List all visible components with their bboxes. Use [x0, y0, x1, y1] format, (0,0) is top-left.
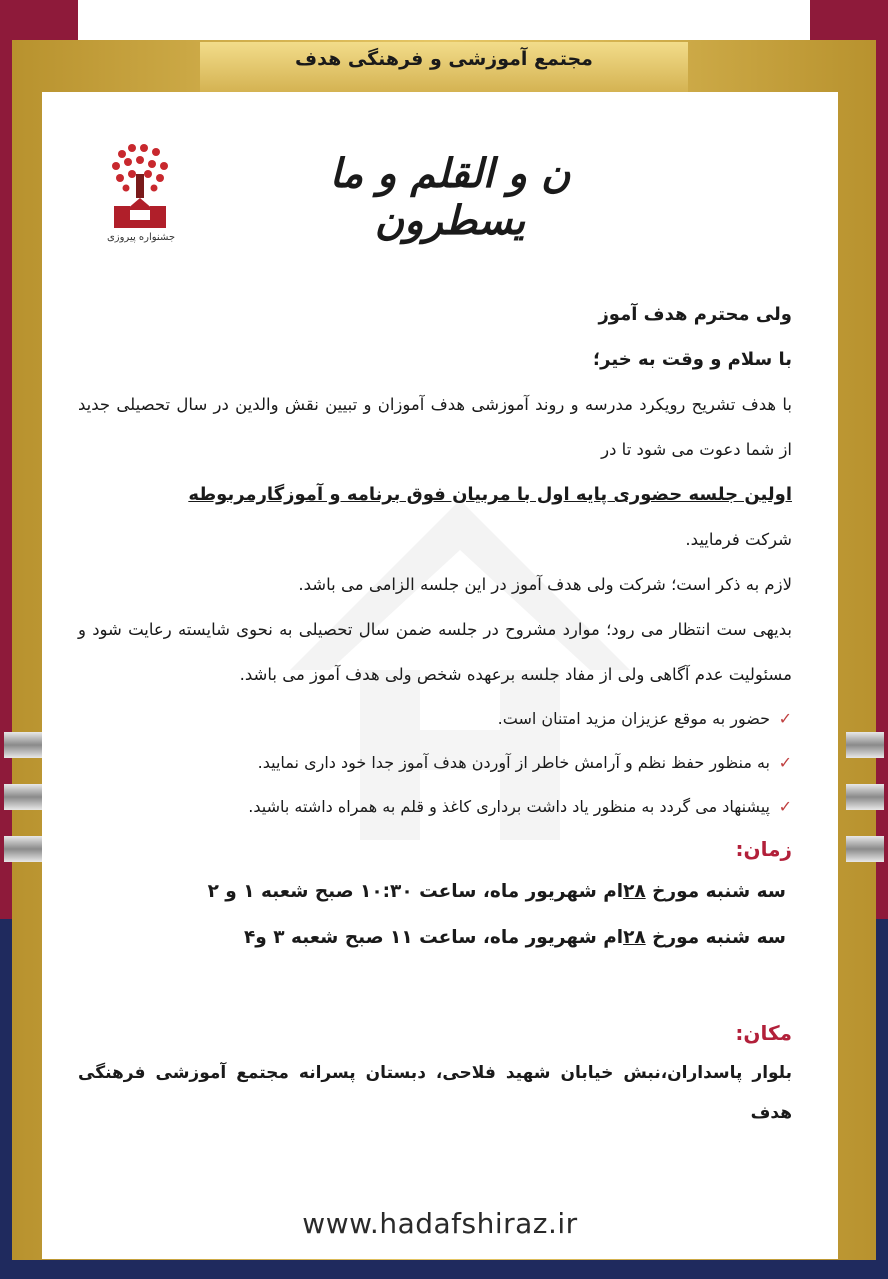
checkmark-icon: ✓: [778, 753, 792, 772]
paragraph-invitation-end: شرکت فرمایید.: [685, 530, 792, 549]
greeting-line-2: با سلام و وقت به خیر؛: [592, 349, 792, 370]
website-link[interactable]: www.hadafshiraz.ir: [302, 1207, 578, 1240]
letter-content: [78, 292, 792, 1133]
time-slot-2: سه شنبه مورخ ۲۸ام شهریور ماه، ساعت ۱۱ صبح شعبه ۳ و۴: [243, 927, 786, 948]
place-address: بلوار پاسداران،نبش خیابان شهید فلاحی، دبستان پسرانه مجتمع آموزشی فرهنگی هدف: [78, 1063, 792, 1123]
bullet-item: ✓ پیشنهاد می گردد به منظور یاد داشت برداری کاغذ و قلم به همراه داشته باشید.: [78, 785, 792, 829]
logo-caption: جشنواره پیروزی: [106, 232, 176, 243]
time-label: زمان:: [735, 837, 792, 861]
paragraph-mandatory: لازم به ذکر است؛ شرکت ولی هدف آموز در این جلسه الزامی می باشد.: [298, 575, 792, 594]
bullet-item: ✓ حضور به موقع عزیزان مزید امتنان است.: [78, 697, 792, 741]
decorative-stripe: [4, 732, 42, 758]
checkmark-icon: ✓: [778, 797, 792, 816]
time-slot-1: سه شنبه مورخ ۲۸ام شهریور ماه، ساعت ۱۰:۳۰ صبح شعبه ۱ و ۲: [207, 881, 786, 902]
decorative-stripe: [846, 784, 884, 810]
place-label: مکان:: [735, 1021, 792, 1045]
calligraphy-verse: ن و القلم و ما یسطرون: [329, 150, 571, 244]
footer: [42, 1195, 838, 1259]
header-title: مجتمع آموزشی و فرهنگی هدف: [295, 48, 593, 70]
decorative-stripe: [846, 836, 884, 862]
meeting-title: اولین جلسه حضوری پایه اول با مربیان فوق برنامه و آموزگارمربوطه: [188, 484, 792, 505]
greeting-line-1: ولی محترم هدف آموز: [598, 304, 792, 325]
meeting-title-line: [78, 472, 792, 517]
paragraph-invitation: با هدف تشریح رویکرد مدرسه و روند آموزشی هدف آموزان و تبیین نقش والدین در سال تحصیلی جدید از شما دعوت می شود تا در: [78, 395, 792, 459]
decorative-stripe: [4, 836, 42, 862]
bullet-item: ✓ به منظور حفظ نظم و آرامش خاطر از آوردن هدف آموز جدا خود داری نمایید.: [78, 741, 792, 785]
paragraph-responsibility: بدیهی ست انتظار می رود؛ موارد مشروح در جلسه ضمن سال تحصیلی به نحوی شایسته رعایت شود و مسئولیت عدم آگاهی ولی از مفاد جلسه برعهده شخص ولی هدف آموز می باشد.: [78, 620, 792, 684]
decorative-stripe: [4, 784, 42, 810]
decorative-stripe: [846, 732, 884, 758]
checkmark-icon: ✓: [778, 709, 792, 728]
